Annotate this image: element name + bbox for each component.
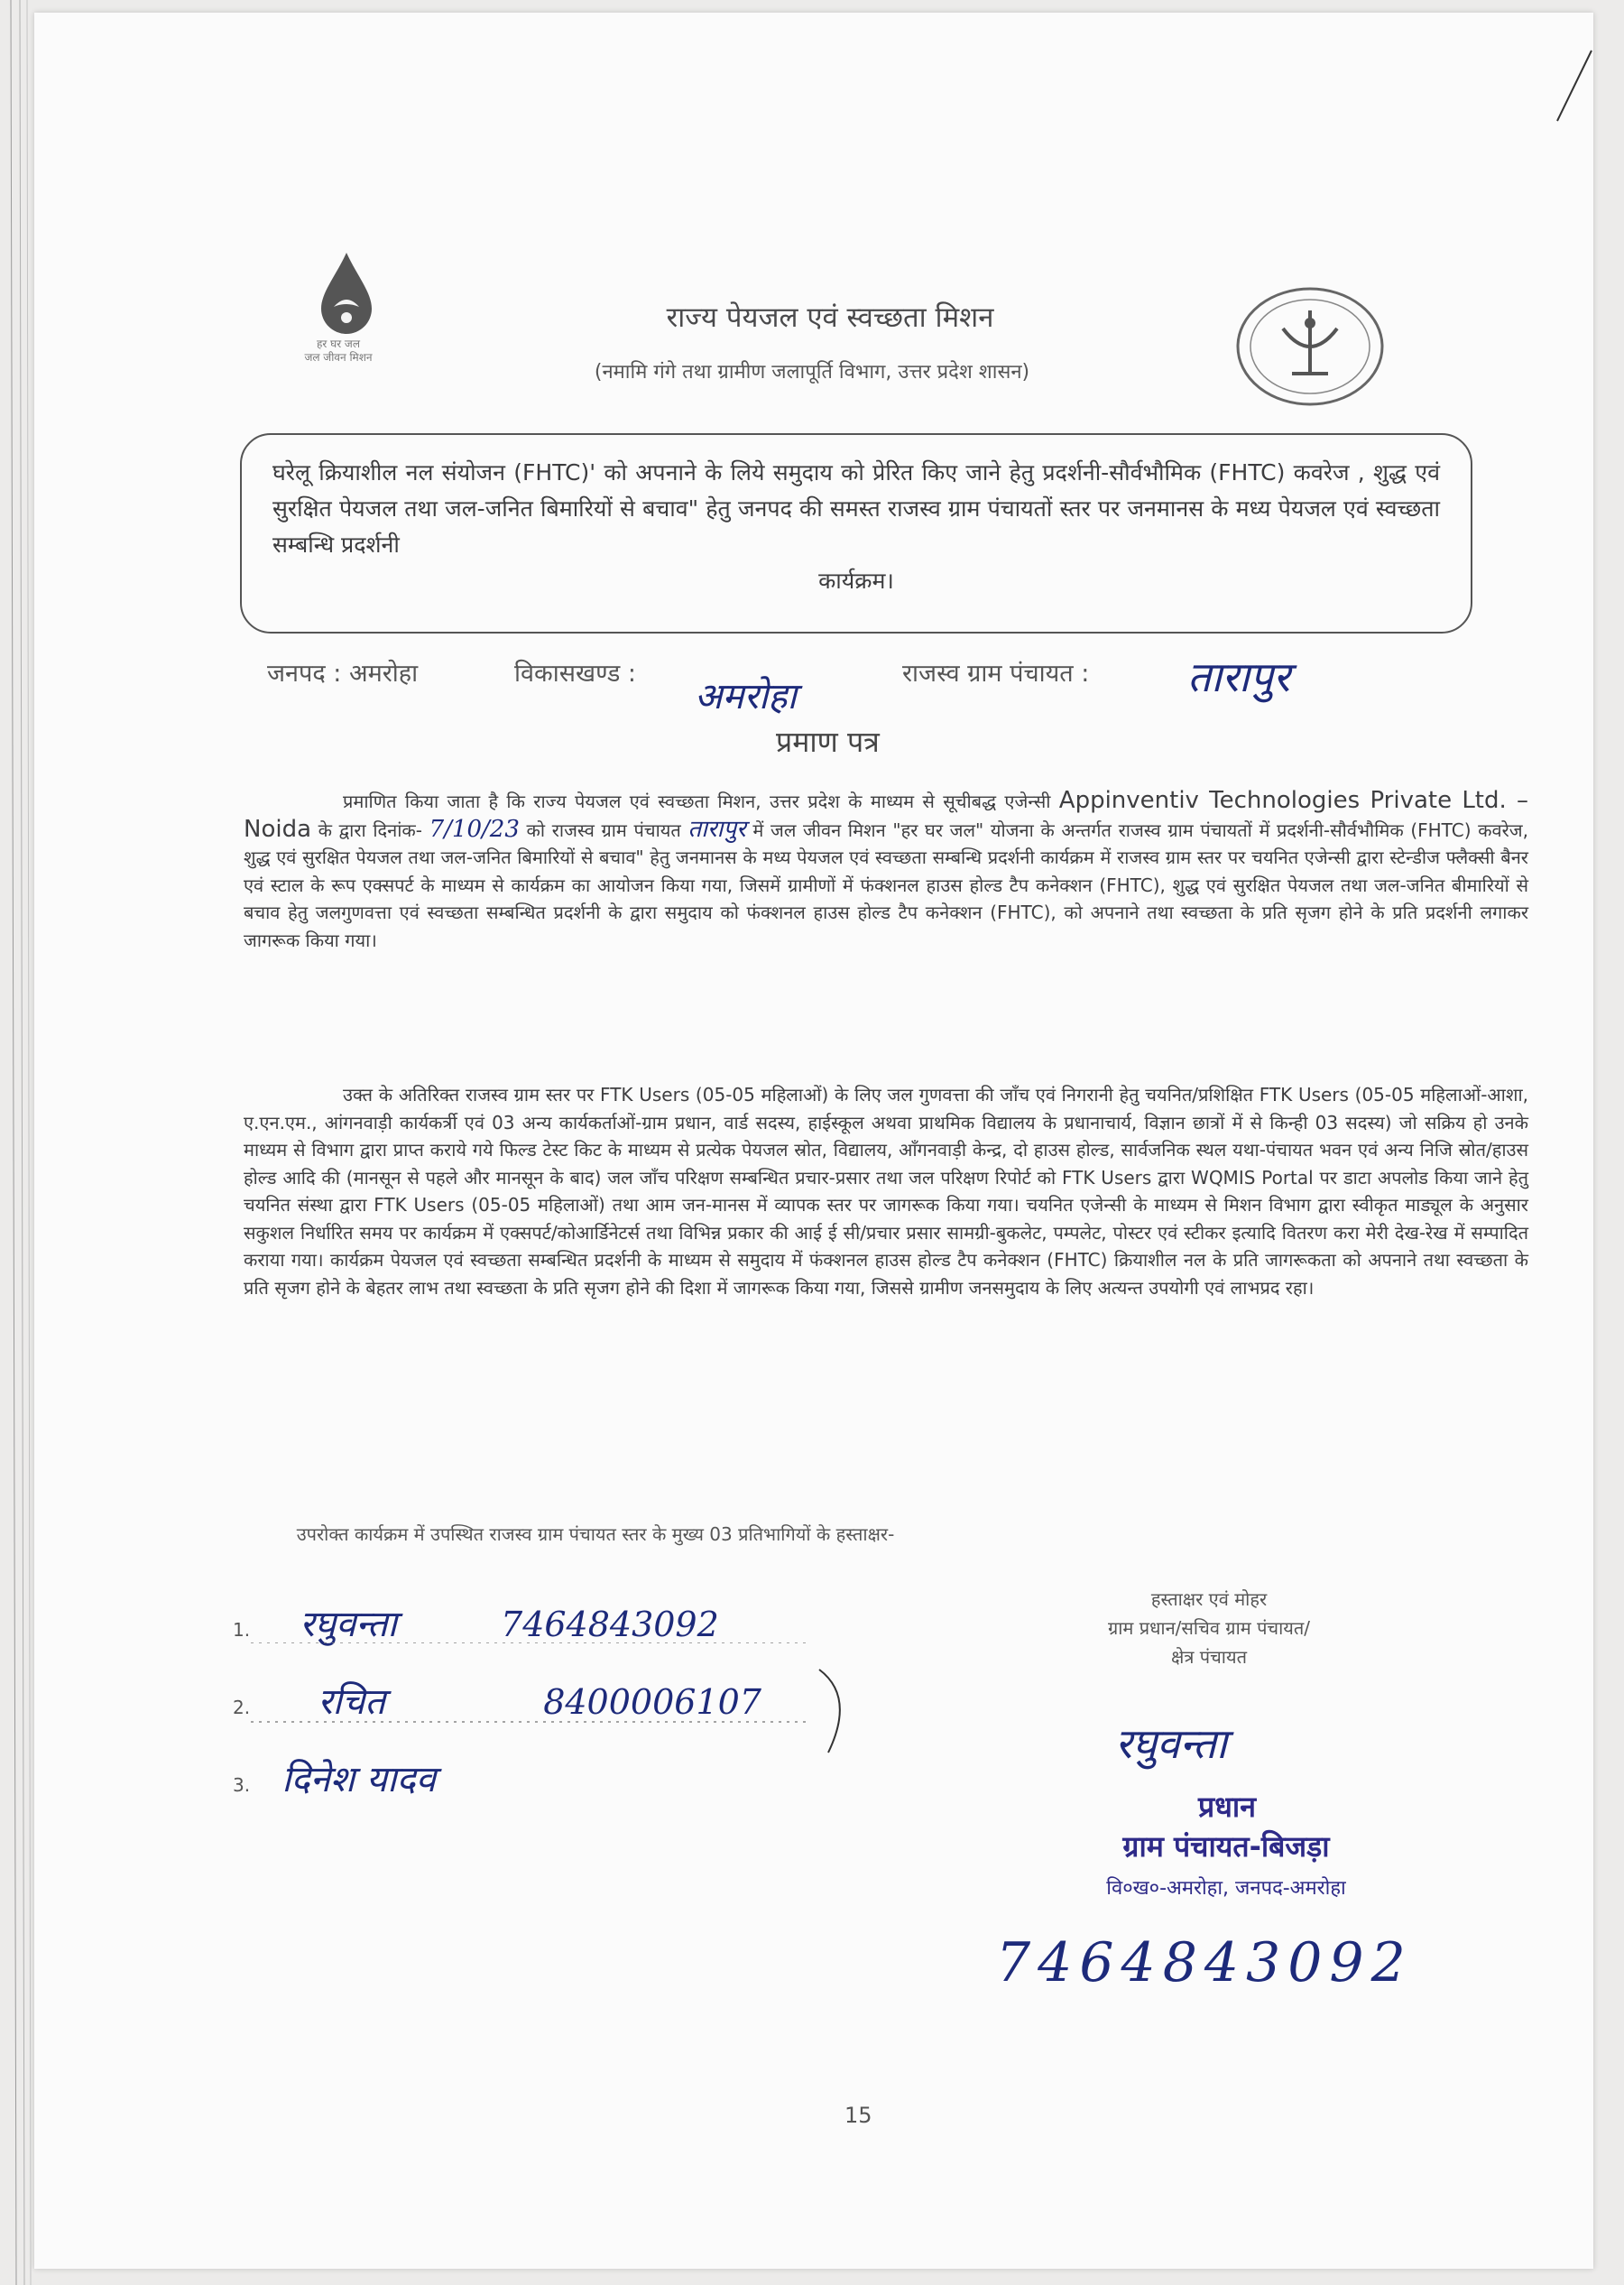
page-subtitle: (नमामि गंगे तथा ग्रामीण जलापूर्ति विभाग, उत्तर प्रदेश शासन) [594, 361, 1030, 384]
pradhan-signature-label: हस्ताक्षर एवं मोहर ग्राम प्रधान/सचिव ग्राम पंचायत/ क्षेत्र पंचायत [1107, 1588, 1311, 1668]
stamp-block: वि०ख०-अमरोहा, जनपद-अमरोहा [1106, 1877, 1346, 1900]
para1-intro: प्रमाणित किया जाता है कि राज्य पेयजल एवं स्वच्छता मिशन, उत्तर प्रदेश के माध्यम से सूचीबद्ध एजेन्सी [343, 791, 1051, 812]
stacked-page-edges [0, 0, 54, 2285]
block-label: विकासखण्ड : [514, 660, 637, 688]
para1-body: में जल जीवन मिशन "हर घर जल" योजना के अन्तर्गत राजस्व ग्राम पंचायतों में प्रदर्शनी-सौर्वभौमिक (FHTC) कवरेज, शुद्ध एवं सुरक्षित पेयजल तथा जल-जनित बिमारियों से बचाव" हेतु जनमानस के मध्य पेयजल एवं स्वच्छता सम्बन्धि प्रदर्शनी कार्यक्रम में राजस्व ग्राम स्तर पर चयनित एजेन्सी द्वारा स्टेन्डीज फ्लैक्सी बैनर एवं स्टाल के रूप एक्सपर्ट के माध्यम से कार्यक्रम का आयोजन किया गया, जिसमें ग्रामीणों में फंक्शनल हाउस होल्ड टैप कनेक्शन (FHTC), शुद्ध एवं सुरक्षित पेयजल तथा जल-जनित बीमारियों से बचाव हेतु जलगुणवत्ता एवं स्वच्छता सम्बन्धित प्रदर्शनी के द्वारा समुदाय को फंक्शनल हाउस होल्ड टैप कनेक्शन (FHTC), को अपनाने तथा स्वच्छता के प्रति सृजग होने के प्रति प्रदर्शनी लगाकर जागरूक किया गया। [244, 819, 1528, 951]
gram-panchayat-value: तारापुर [1187, 652, 1290, 701]
stamp-title: प्रधान [1198, 1790, 1256, 1824]
pradhan-signature: रघुवन्ता [1115, 1719, 1227, 1768]
agency-name: Appinventiv Technologies Private Ltd. – Noida [244, 787, 1529, 843]
program-text-end: कार्यक्रम। [818, 568, 894, 594]
pradhan-phone: 7464843092 [996, 1931, 1413, 1994]
signature-caption: उपरोक्त कार्यक्रम में उपस्थित राजस्व ग्राम पंचायत स्तर के मुख्य 03 प्रतिभागियों के हस्ताक्षर- [296, 1523, 895, 1545]
page-number: 15 [844, 2103, 872, 2128]
event-date: 7/10/23 [429, 815, 520, 843]
para1-date-label: के द्वारा दिनांक- [318, 819, 423, 841]
participant-phone: 8400006107 [543, 1682, 761, 1722]
certificate-paragraph-2 [244, 1081, 1528, 1301]
stamp-panchayat: ग्राम पंचायत-बिजड़ा [1122, 1829, 1330, 1864]
participant-phone: 7464843092 [501, 1605, 719, 1644]
participant-signature: रचित [318, 1681, 386, 1723]
participant-number: 3. [233, 1774, 251, 1796]
pen-mark [1552, 45, 1597, 126]
district-label: जनपद : अमरोहा [267, 660, 419, 688]
up-government-seal [1229, 283, 1391, 410]
participant-signature: रघुवन्ता [300, 1604, 397, 1645]
certificate-paragraph-1 [244, 787, 1528, 954]
page-title: राज्य पेयजल एवं स्वच्छता मिशन [666, 301, 994, 334]
program-text: घरेलू क्रियाशील नल संयोजन (FHTC)' को अपनाने के लिये समुदाय को प्रेरित किए जाने हेतु प्रदर्शनी-सौर्वभौमिक (FHTC) कवरेज , शुद्ध एवं सुरक्षित पेयजल तथा जल-जनित बिमारियों से बचाव" हेतु जनपद की समस्त राजस्व ग्राम पंचायतों स्तर पर जनमानस के मध्य पेयजल एवं स्वच्छता सम्बन्धि प्रदर्शनी [272, 459, 1440, 558]
har-ghar-jal-logo [278, 249, 413, 343]
participant-number: 2. [233, 1697, 251, 1718]
participant-signature: दिनेश यादव [281, 1759, 436, 1800]
participant-row-1 [233, 1597, 918, 1647]
program-description-box [240, 433, 1472, 634]
block-value: अमरोहा [695, 676, 797, 717]
village-name: तारापुर [687, 815, 746, 843]
dotted-signature-lines [233, 1642, 864, 1778]
participant-number: 1. [233, 1619, 251, 1641]
para2-body: उक्त के अतिरिक्त राजस्व ग्राम स्तर पर FTK Users (05-05 महिलाओं) के लिए जल गुणवत्ता की जाँच एवं निगरानी हेतु चयनित/प्रशिक्षित FTK Users (05-05 महिलाओं-आशा, ए.एन.एम., आंगनवाड़ी कार्यकर्त्री एवं 03 अन्य कार्यकर्ताओं-ग्राम प्रधान, वार्ड सदस्य, हाईस्कूल अथवा प्राथमिक विद्यालय के प्रधानाचार्य, विज्ञान छात्रों में से किन्ही 03 सदस्य) जो सक्रिय हो उनके माध्यम से विभाग द्वारा प्राप्त कराये गये फिल्ड टेस्ट किट के माध्यम से प्रत्येक पेयजल स्रोत, विद्यालय, आँगनवाड़ी केन्द्र, दो हाउस होल्ड, सार्वजनिक स्थल यथा-पंचायत भवन एवं अन्य निजि स्रोत/हाउस होल्ड आदि की (मानसून से पहले और मानसून के बाद) जल जाँच परिक्षण सम्बन्धित प्रचार-प्रसार तथा जल परिक्षण रिपोर्ट को FTK Users द्वारा WQMIS Portal पर डाटा अपलोड किया जाने हेतु चयनित संस्था द्वारा FTK Users (05-05 महिलाओं) तथा आम जन-मानस में व्यापक स्तर पर जागरूक किया गया। चयनित एजेन्सी के माध्यम से मिशन विभाग द्वारा स्वीकृत माड्यूल के अनुसार सकुशल निर्धारित समय पर कार्यक्रम में एक्सपर्ट/कोआर्डिनेटर्स तथा विभिन्न प्रकार की आई ई सी/प्रचार प्रसार सामग्री-बुकलेट, पम्पलेट, पोस्टर एवं स्टीकर इत्यादि वितरण करा मेरी देख-रेख में सम्पादित कराया गया। कार्यक्रम पेयजल एवं स्वच्छता सम्बन्धित प्रदर्शनी के माध्यम से समुदाय में फंक्शनल हाउस होल्ड टैप कनेक्शन (FHTC) क्रियाशील नल के प्रति जागरूकता को अपनाने तथा स्वच्छता के प्रति सृजग होने के बेहतर लाभ तथा स्वच्छता के प्रति सृजग होने की दिशा में जागरूक किया गया, जिससे ग्रामीण जनसमुदाय के लिए अत्यन्त उपयोगी एवं लाभप्रद रहा। [244, 1084, 1528, 1299]
logo-caption: हर घर जल जल जीवन मिशन [304, 338, 373, 364]
water-drop-icon [310, 249, 383, 339]
certificate-heading: प्रमाण पत्र [776, 725, 880, 759]
gram-panchayat-label: राजस्व ग्राम पंचायत : [902, 660, 1090, 688]
para1-village-label: को राजस्व ग्राम पंचायत [526, 819, 681, 841]
